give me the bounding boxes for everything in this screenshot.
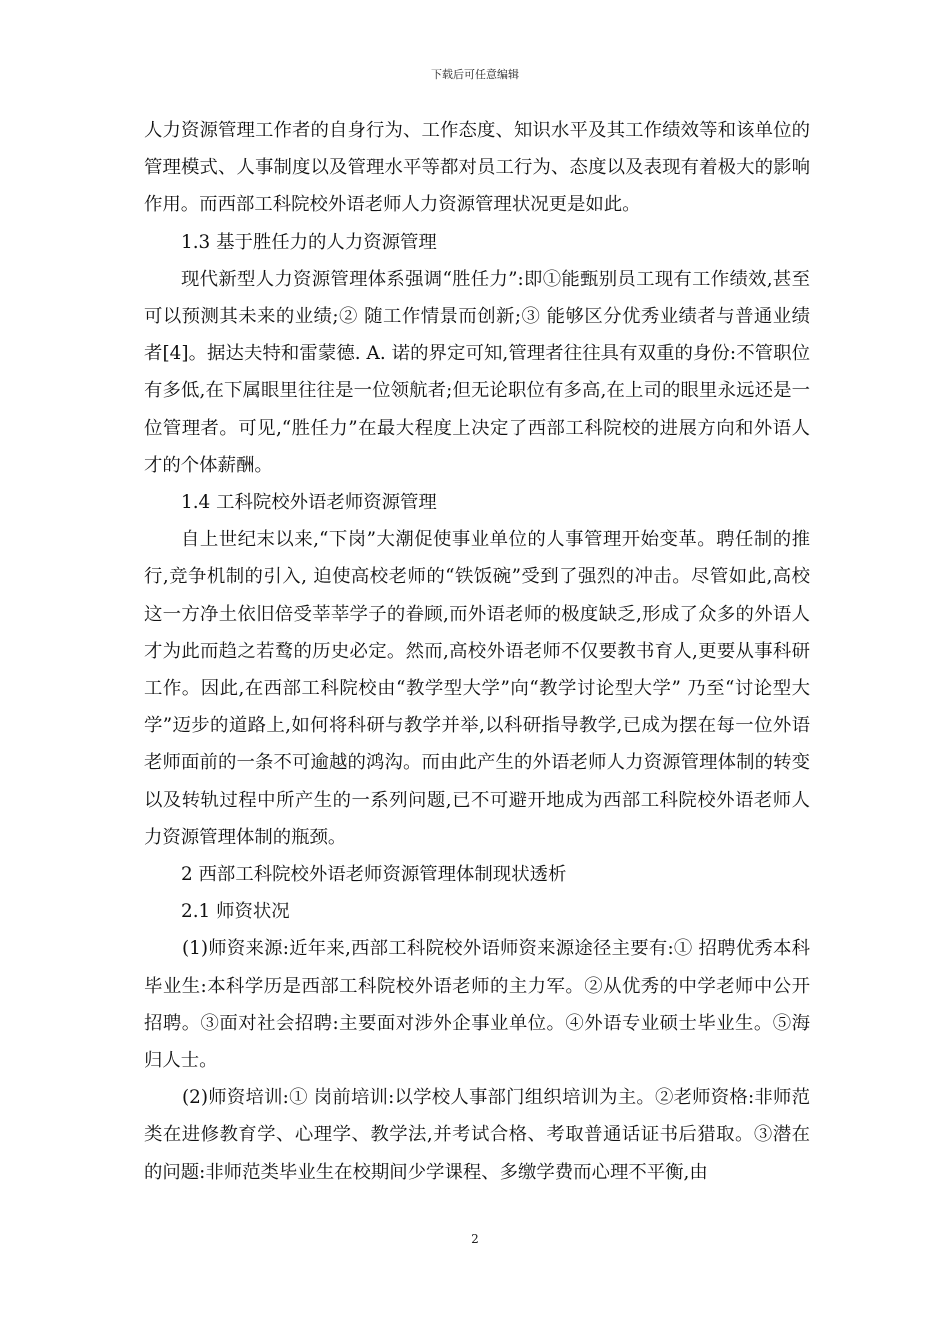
body-paragraph: 自上世纪末以来,“下岗”大潮促使事业单位的人事管理开始变革。聘任制的推行,竞争机制的引入, 迫使高校老师的“铁饭碗”受到了强烈的冲击。尽管如此,高校这一方净土依旧倍受莘莘学子的眷顾,而外语老师的极度缺乏,形成了众多的外语人才为此而趋之若鹜的历史必定。然而,高校外语老师不仅要教书育人,更要从事科研工作。因此,在西部工科院校由“教学型大学”向“教学讨论型大学” 乃至“讨论型大学”迈步的道路上,如何将科研与教学并举,以科研指导教学,已成为摆在每一位外语老师面前的一条不可逾越的鸿沟。而由此产生的外语老师人力资源管理体制的转变以及转轨过程中所产生的一系列问题,已不可避开地成为西部工科院校外语老师人力资源管理体制的瓶颈。	[144, 529, 810, 848]
body-paragraph: 现代新型人力资源管理体系强调“胜任力”:即①能甄别员工现有工作绩效,甚至可以预测其未来的业绩;② 随工作情景而创新;③ 能够区分优秀业绩者与普通业绩者[4]。据达夫特和雷蒙德. A. 诺的界定可知,管理者往往具有双重的身份:不管职位有多低,在下属眼里往往是一位领航者;但无论职位有多高,在上司的眼里永远还是一位管理者。可见,“胜任力”在最大程度上决定了西部工科院校的进展方向和外语人才的个体薪酬。	[144, 268, 810, 476]
body-paragraph: 人力资源管理工作者的自身行为、工作态度、知识水平及其工作绩效等和该单位的管理模式、人事制度以及管理水平等都对员工行为、态度以及表现有着极大的影响作用。而西部工科院校外语老师人力资源管理状况更是如此。	[144, 120, 810, 216]
section-heading: 2.1 师资状况	[181, 901, 290, 923]
document-body	[144, 112, 810, 1191]
body-paragraph: (1)师资来源:近年来,西部工科院校外语师资来源途径主要有:① 招聘优秀本科毕业生:本科学历是西部工科院校外语老师的主力军。②从优秀的中学老师中公开招聘。③面对社会招聘:主要面对涉外企事业单位。④外语专业硕士毕业生。⑤海归人士。	[144, 938, 810, 1072]
page-header: 下载后可任意编辑	[431, 68, 519, 81]
section-heading: 2 西部工科院校外语老师资源管理体制现状透析	[181, 864, 567, 886]
page-number: 2	[471, 1232, 479, 1246]
body-paragraph: (2)师资培训:① 岗前培训:以学校人事部门组织培训为主。②老师资格:非师范类在进修教育学、心理学、教学法,并考试合格、考取普通话证书后猎取。③潜在的问题:非师范类毕业生在校期间少学课程、多缴学费而心理不平衡,由	[144, 1087, 810, 1183]
section-heading: 1.4 工科院校外语老师资源管理	[181, 492, 437, 514]
section-heading: 1.3 基于胜任力的人力资源管理	[181, 231, 437, 253]
